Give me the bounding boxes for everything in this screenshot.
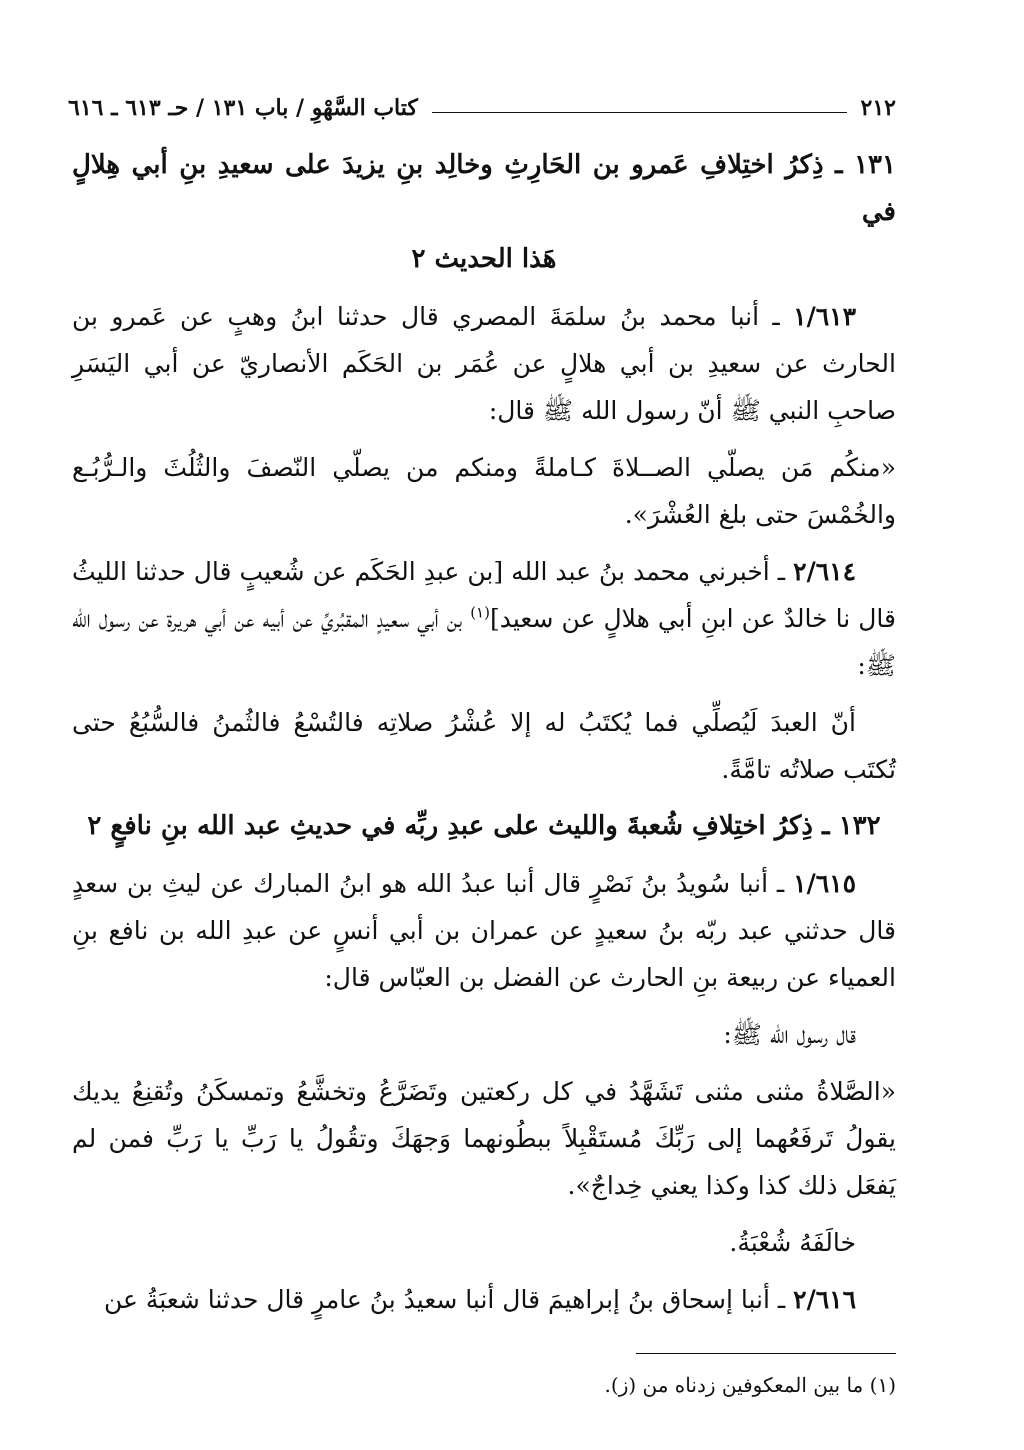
hadith-613: [72, 293, 896, 434]
page-header: [68, 90, 896, 126]
hadith-613-text: ـ أنبا محمد بنُ سلمَةَ المصري قال حدثنا ابنُ وهبٍ عن عَمرو بن الحارث عن سعيدِ بن أبي هلالٍ عن عُمَر بن الحَكَم الأنصاريّ عن أبي اليَسَرِ صاحبِ النبي ﷺ أنّ رسول الله ﷺ قال:: [72, 302, 896, 425]
hadith-615-number: ١/٦١٥: [793, 869, 856, 898]
hadith-613-quote: «منكُم مَن يصلّي الصــلاةَ كـاملةً ومنكم من يصلّي النّصفَ والثُلُثَ والـرُّبُـع والخُمْسَ حتى بلغ العُشْرَ».: [72, 453, 896, 529]
main-text: [72, 142, 896, 1333]
footnote-rule: [636, 1353, 896, 1354]
hadith-615-text: ـ أنبا سُويدُ بنُ نَصْرٍ قال أنبا عبدُ الله هو ابنُ المبارك عن ليثِ بن سعدٍ قال حدثني عبد ربّه بنُ سعيدٍ عن عمران بن أبي أنسٍ عن عبدِ الله بن نافع بنِ العمياء عن ربيعة بنِ الحارث عن الفضل بن العبّاس قال:: [72, 869, 896, 992]
page-number: ٢١٢: [860, 95, 896, 121]
hadith-615: [72, 860, 896, 1001]
hadith-614: [72, 548, 896, 689]
hadith-614-text-b: بن أبي سعيدٍ المقبُريِّ عن أبيه عن أبي هريرة عن رسول الله ﷺ:: [72, 604, 896, 680]
hadith-616-text: ـ أنبا إسحاق بنُ إبراهيمَ قال أنبا سعيدُ بنُ عامرٍ قال حدثنا شعبَةُ عن: [103, 1285, 786, 1314]
hadith-615-said: قال رسول الله ﷺ:: [723, 1020, 856, 1049]
hadith-615-quote: «الصَّلاةُ مثنى مثنى تَشَهَّدُ في كل ركعتين وتَضَرَّعُ وتخشَّعُ وتمسكَنُ وتُقنِعُ يديك يقولُ تَرفَعُهما إلى رَبِّكَ مُستَقْبِلاً ببطُونهما وَجهَكَ وتقُولُ يا رَبِّ يا رَبِّ فمن لم يَفعَل ذلك كذا وكذا يعني خِداجٌ».: [72, 1077, 896, 1200]
chapter-132-heading: ١٣٢ ـ ذِكرُ اختِلافِ شُعبةَ والليث على عبدِ ربِّه في حديثِ عبد الله بنِ نافعٍ ٢: [87, 811, 881, 841]
hadith-615-note: خالَفَهُ شُعْبَةُ.: [729, 1228, 856, 1257]
running-title: كتاب السَّهْوِ / باب ١٣١ / حـ ٦١٣ ـ ٦١٦: [68, 95, 418, 121]
footnote: (١) ما بين المعكوفين زدناه من (ز).: [604, 1373, 896, 1397]
header-rule: [432, 112, 847, 113]
chapter-131-line1: ١٣١ ـ ذِكرُ اختِلافِ عَمرو بن الحَارِثِ وخالِد بنِ يزيدَ على سعيدِ بنِ أبي هِلالٍ في: [72, 150, 896, 227]
hadith-614-quote: أنّ العبدَ لَيُصلِّي فما يُكتَبُ له إلا عُشْرُ صلاتِه فالتُسْعُ فالثُمنُ فالسُّبُعُ حتى تُكتَب صلاتُه تامَّةً.: [72, 708, 896, 784]
hadith-614-text-a: ـ أخبرني محمد بنُ عبد الله [بن عبدِ الحَكَم عن شُعيبٍ قال حدثنا الليثُ قال نا خالدٌ عن ابنِ أبي هلالٍ عن سعيد]: [72, 557, 896, 633]
hadith-616: [72, 1276, 896, 1323]
hadith-614-number: ٢/٦١٤: [793, 557, 856, 586]
chapter-131-line2: هَذا الحديث ٢: [411, 244, 557, 274]
hadith-613-number: ١/٦١٣: [793, 302, 856, 331]
chapter-131-heading: [72, 142, 896, 283]
footnote-marker[interactable]: (١): [470, 603, 490, 622]
hadith-616-number: ٢/٦١٦: [793, 1285, 856, 1314]
